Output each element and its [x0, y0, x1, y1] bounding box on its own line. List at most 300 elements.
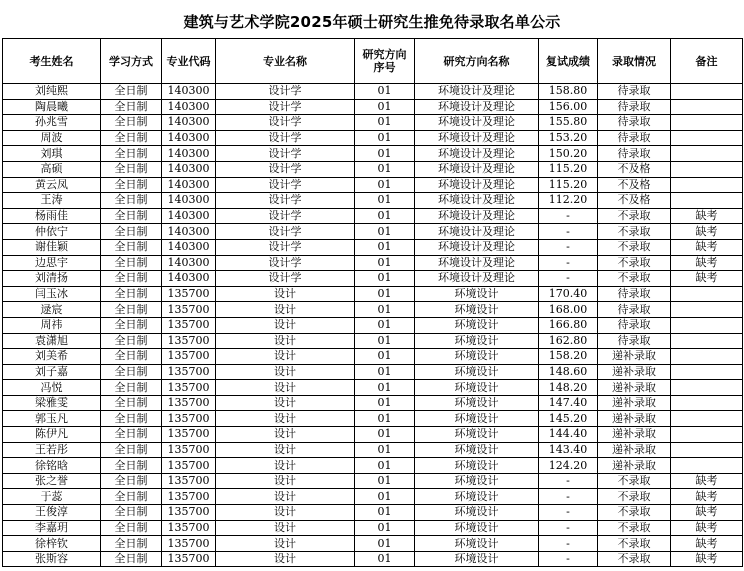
- cell-direction-name: 环境设计: [415, 317, 539, 333]
- cell-name: 郭玉凡: [3, 411, 101, 427]
- table-row: [3, 349, 743, 365]
- cell-retest-score: 153.20: [539, 130, 598, 146]
- table-row: [3, 333, 743, 349]
- cell-retest-score: 168.00: [539, 302, 598, 318]
- cell-admission-status: 待录取: [598, 333, 671, 349]
- cell-study-mode: 全日制: [101, 536, 162, 552]
- cell-admission-status: 不及格: [598, 161, 671, 177]
- table-row: [3, 473, 743, 489]
- cell-remarks: [671, 193, 743, 209]
- cell-retest-score: -: [539, 505, 598, 521]
- cell-direction-name: 环境设计及理论: [415, 161, 539, 177]
- cell-name: 逯宸: [3, 302, 101, 318]
- cell-name: 王若彤: [3, 442, 101, 458]
- table-row: [3, 520, 743, 536]
- cell-remarks: [671, 458, 743, 474]
- cell-admission-status: 待录取: [598, 115, 671, 131]
- cell-retest-score: 148.20: [539, 380, 598, 396]
- cell-name: 黄云凤: [3, 177, 101, 193]
- cell-study-mode: 全日制: [101, 239, 162, 255]
- cell-admission-status: 待录取: [598, 317, 671, 333]
- cell-direction-name: 环境设计: [415, 333, 539, 349]
- cell-study-mode: 全日制: [101, 146, 162, 162]
- cell-retest-score: -: [539, 271, 598, 287]
- cell-remarks: [671, 302, 743, 318]
- cell-direction-no: 01: [355, 489, 415, 505]
- cell-admission-status: 待录取: [598, 286, 671, 302]
- table-row: [3, 255, 743, 271]
- table-body: [3, 84, 743, 567]
- cell-remarks: [671, 380, 743, 396]
- cell-direction-name: 环境设计及理论: [415, 115, 539, 131]
- cell-major-name: 设计: [216, 489, 355, 505]
- cell-remarks: 缺考: [671, 551, 743, 567]
- column-header-remarks: 备注: [671, 39, 743, 84]
- cell-retest-score: 156.00: [539, 99, 598, 115]
- cell-study-mode: 全日制: [101, 161, 162, 177]
- cell-direction-name: 环境设计及理论: [415, 208, 539, 224]
- cell-direction-no: 01: [355, 536, 415, 552]
- cell-direction-name: 环境设计: [415, 395, 539, 411]
- cell-major-name: 设计学: [216, 239, 355, 255]
- cell-name: 周祎: [3, 317, 101, 333]
- cell-major-name: 设计: [216, 473, 355, 489]
- cell-study-mode: 全日制: [101, 505, 162, 521]
- cell-retest-score: 166.80: [539, 317, 598, 333]
- header-row: [3, 39, 743, 84]
- cell-retest-score: 158.80: [539, 84, 598, 100]
- cell-major-code: 135700: [162, 411, 216, 427]
- cell-major-name: 设计: [216, 551, 355, 567]
- cell-direction-no: 01: [355, 193, 415, 209]
- cell-retest-score: -: [539, 473, 598, 489]
- cell-study-mode: 全日制: [101, 380, 162, 396]
- table-row: [3, 177, 743, 193]
- cell-retest-score: -: [539, 536, 598, 552]
- table-row: [3, 208, 743, 224]
- cell-retest-score: 143.40: [539, 442, 598, 458]
- cell-direction-name: 环境设计: [415, 473, 539, 489]
- cell-remarks: [671, 130, 743, 146]
- cell-remarks: 缺考: [671, 271, 743, 287]
- cell-name: 袁潇旭: [3, 333, 101, 349]
- cell-study-mode: 全日制: [101, 473, 162, 489]
- cell-retest-score: 170.40: [539, 286, 598, 302]
- table-row: [3, 364, 743, 380]
- cell-retest-score: -: [539, 224, 598, 240]
- cell-remarks: [671, 146, 743, 162]
- cell-major-code: 135700: [162, 317, 216, 333]
- cell-major-code: 135700: [162, 302, 216, 318]
- cell-direction-no: 01: [355, 427, 415, 443]
- cell-name: 闫玉冰: [3, 286, 101, 302]
- table-row: [3, 286, 743, 302]
- cell-major-code: 140300: [162, 99, 216, 115]
- cell-major-code: 140300: [162, 84, 216, 100]
- cell-study-mode: 全日制: [101, 333, 162, 349]
- cell-direction-name: 环境设计: [415, 302, 539, 318]
- cell-major-code: 140300: [162, 115, 216, 131]
- cell-direction-no: 01: [355, 286, 415, 302]
- cell-retest-score: 115.20: [539, 161, 598, 177]
- cell-major-name: 设计学: [216, 115, 355, 131]
- cell-admission-status: 不录取: [598, 489, 671, 505]
- cell-direction-no: 01: [355, 551, 415, 567]
- cell-retest-score: 150.20: [539, 146, 598, 162]
- cell-name: 张之誉: [3, 473, 101, 489]
- cell-retest-score: -: [539, 255, 598, 271]
- cell-name: 冯悦: [3, 380, 101, 396]
- cell-major-name: 设计: [216, 349, 355, 365]
- cell-major-name: 设计: [216, 286, 355, 302]
- cell-name: 高硕: [3, 161, 101, 177]
- cell-remarks: 缺考: [671, 239, 743, 255]
- cell-direction-no: 01: [355, 239, 415, 255]
- cell-study-mode: 全日制: [101, 130, 162, 146]
- cell-direction-no: 01: [355, 302, 415, 318]
- cell-name: 刘清扬: [3, 271, 101, 287]
- cell-major-code: 135700: [162, 458, 216, 474]
- cell-major-name: 设计: [216, 333, 355, 349]
- cell-major-name: 设计: [216, 411, 355, 427]
- cell-admission-status: 不录取: [598, 473, 671, 489]
- table-row: [3, 271, 743, 287]
- cell-direction-name: 环境设计及理论: [415, 99, 539, 115]
- cell-direction-no: 01: [355, 333, 415, 349]
- cell-major-code: 140300: [162, 177, 216, 193]
- cell-admission-status: 不及格: [598, 177, 671, 193]
- cell-direction-no: 01: [355, 442, 415, 458]
- cell-name: 王涛: [3, 193, 101, 209]
- cell-direction-no: 01: [355, 364, 415, 380]
- column-header-direction-name: 研究方向名称: [415, 39, 539, 84]
- cell-admission-status: 待录取: [598, 302, 671, 318]
- cell-direction-name: 环境设计及理论: [415, 255, 539, 271]
- cell-retest-score: -: [539, 239, 598, 255]
- cell-major-name: 设计学: [216, 193, 355, 209]
- cell-remarks: [671, 84, 743, 100]
- cell-remarks: [671, 364, 743, 380]
- cell-study-mode: 全日制: [101, 317, 162, 333]
- cell-major-code: 135700: [162, 286, 216, 302]
- cell-admission-status: 不录取: [598, 520, 671, 536]
- cell-study-mode: 全日制: [101, 208, 162, 224]
- cell-direction-name: 环境设计: [415, 427, 539, 443]
- table-row: [3, 427, 743, 443]
- cell-retest-score: 144.40: [539, 427, 598, 443]
- cell-admission-status: 待录取: [598, 146, 671, 162]
- cell-direction-no: 01: [355, 380, 415, 396]
- cell-direction-no: 01: [355, 99, 415, 115]
- cell-admission-status: 不录取: [598, 208, 671, 224]
- column-header-line: 序号: [373, 61, 396, 74]
- cell-remarks: 缺考: [671, 489, 743, 505]
- cell-name: 谢佳颖: [3, 239, 101, 255]
- cell-direction-name: 环境设计: [415, 349, 539, 365]
- table-row: [3, 84, 743, 100]
- cell-major-name: 设计: [216, 442, 355, 458]
- cell-admission-status: 递补录取: [598, 442, 671, 458]
- cell-name: 周波: [3, 130, 101, 146]
- cell-direction-name: 环境设计: [415, 286, 539, 302]
- cell-direction-name: 环境设计及理论: [415, 193, 539, 209]
- cell-direction-name: 环境设计: [415, 458, 539, 474]
- cell-major-code: 135700: [162, 551, 216, 567]
- cell-major-name: 设计学: [216, 177, 355, 193]
- cell-name: 刘琪: [3, 146, 101, 162]
- cell-remarks: 缺考: [671, 224, 743, 240]
- cell-admission-status: 待录取: [598, 130, 671, 146]
- table-row: [3, 317, 743, 333]
- table-row: [3, 161, 743, 177]
- cell-major-name: 设计学: [216, 84, 355, 100]
- cell-major-name: 设计学: [216, 99, 355, 115]
- cell-study-mode: 全日制: [101, 395, 162, 411]
- cell-retest-score: 148.60: [539, 364, 598, 380]
- cell-direction-name: 环境设计: [415, 551, 539, 567]
- table-row: [3, 458, 743, 474]
- cell-remarks: [671, 177, 743, 193]
- cell-study-mode: 全日制: [101, 255, 162, 271]
- column-header-name: 考生姓名: [3, 39, 101, 84]
- cell-study-mode: 全日制: [101, 520, 162, 536]
- cell-retest-score: -: [539, 489, 598, 505]
- cell-direction-no: 01: [355, 177, 415, 193]
- cell-major-code: 135700: [162, 333, 216, 349]
- table-row: [3, 130, 743, 146]
- cell-name: 徐铭晗: [3, 458, 101, 474]
- cell-study-mode: 全日制: [101, 193, 162, 209]
- cell-direction-no: 01: [355, 208, 415, 224]
- cell-name: 边思宇: [3, 255, 101, 271]
- cell-study-mode: 全日制: [101, 364, 162, 380]
- cell-study-mode: 全日制: [101, 177, 162, 193]
- table-row: [3, 115, 743, 131]
- column-header-retest-score: 复试成绩: [539, 39, 598, 84]
- cell-major-name: 设计学: [216, 130, 355, 146]
- cell-major-name: 设计学: [216, 161, 355, 177]
- cell-major-code: 140300: [162, 130, 216, 146]
- cell-remarks: [671, 99, 743, 115]
- cell-admission-status: 待录取: [598, 99, 671, 115]
- cell-major-name: 设计: [216, 302, 355, 318]
- cell-retest-score: 162.80: [539, 333, 598, 349]
- cell-remarks: [671, 395, 743, 411]
- cell-direction-no: 01: [355, 255, 415, 271]
- cell-study-mode: 全日制: [101, 458, 162, 474]
- cell-major-code: 140300: [162, 239, 216, 255]
- cell-direction-name: 环境设计及理论: [415, 271, 539, 287]
- cell-remarks: [671, 317, 743, 333]
- table-row: [3, 99, 743, 115]
- cell-study-mode: 全日制: [101, 115, 162, 131]
- cell-admission-status: 递补录取: [598, 364, 671, 380]
- cell-study-mode: 全日制: [101, 489, 162, 505]
- cell-major-code: 135700: [162, 505, 216, 521]
- cell-retest-score: 145.20: [539, 411, 598, 427]
- cell-direction-no: 01: [355, 84, 415, 100]
- cell-direction-name: 环境设计: [415, 411, 539, 427]
- cell-major-name: 设计: [216, 536, 355, 552]
- column-header-major-code: 专业代码: [162, 39, 216, 84]
- cell-direction-no: 01: [355, 146, 415, 162]
- cell-name: 陶晨曦: [3, 99, 101, 115]
- cell-study-mode: 全日制: [101, 442, 162, 458]
- cell-direction-no: 01: [355, 411, 415, 427]
- cell-major-code: 140300: [162, 271, 216, 287]
- table-row: [3, 224, 743, 240]
- table-row: [3, 380, 743, 396]
- cell-major-name: 设计: [216, 380, 355, 396]
- cell-remarks: 缺考: [671, 255, 743, 271]
- cell-direction-name: 环境设计: [415, 442, 539, 458]
- cell-direction-name: 环境设计及理论: [415, 146, 539, 162]
- cell-remarks: [671, 442, 743, 458]
- cell-remarks: [671, 161, 743, 177]
- cell-major-code: 135700: [162, 427, 216, 443]
- cell-direction-no: 01: [355, 130, 415, 146]
- cell-major-code: 135700: [162, 442, 216, 458]
- table-row: [3, 442, 743, 458]
- cell-study-mode: 全日制: [101, 99, 162, 115]
- cell-admission-status: 待录取: [598, 84, 671, 100]
- cell-direction-no: 01: [355, 395, 415, 411]
- cell-direction-no: 01: [355, 520, 415, 536]
- cell-retest-score: 124.20: [539, 458, 598, 474]
- table-row: [3, 395, 743, 411]
- table-row: [3, 193, 743, 209]
- cell-direction-name: 环境设计: [415, 489, 539, 505]
- cell-direction-name: 环境设计: [415, 536, 539, 552]
- cell-study-mode: 全日制: [101, 224, 162, 240]
- cell-direction-no: 01: [355, 317, 415, 333]
- table-row: [3, 536, 743, 552]
- cell-direction-no: 01: [355, 473, 415, 489]
- cell-direction-no: 01: [355, 161, 415, 177]
- table-row: [3, 239, 743, 255]
- cell-major-name: 设计: [216, 520, 355, 536]
- cell-remarks: [671, 411, 743, 427]
- cell-admission-status: 不录取: [598, 505, 671, 521]
- cell-remarks: 缺考: [671, 536, 743, 552]
- cell-name: 杨雨佳: [3, 208, 101, 224]
- cell-major-code: 140300: [162, 193, 216, 209]
- cell-major-name: 设计: [216, 505, 355, 521]
- cell-name: 徐梓钦: [3, 536, 101, 552]
- cell-major-name: 设计学: [216, 208, 355, 224]
- cell-name: 刘纯熙: [3, 84, 101, 100]
- cell-major-code: 135700: [162, 395, 216, 411]
- cell-direction-no: 01: [355, 349, 415, 365]
- cell-study-mode: 全日制: [101, 84, 162, 100]
- cell-major-code: 135700: [162, 380, 216, 396]
- cell-direction-name: 环境设计及理论: [415, 130, 539, 146]
- cell-name: 王俊淳: [3, 505, 101, 521]
- cell-major-code: 135700: [162, 349, 216, 365]
- cell-name: 陈伊凡: [3, 427, 101, 443]
- cell-remarks: [671, 286, 743, 302]
- cell-major-name: 设计: [216, 427, 355, 443]
- cell-direction-name: 环境设计及理论: [415, 224, 539, 240]
- cell-major-code: 140300: [162, 224, 216, 240]
- table-row: [3, 302, 743, 318]
- cell-major-code: 135700: [162, 520, 216, 536]
- cell-admission-status: 不录取: [598, 271, 671, 287]
- cell-admission-status: 不及格: [598, 193, 671, 209]
- cell-retest-score: -: [539, 520, 598, 536]
- table-row: [3, 551, 743, 567]
- cell-admission-status: 递补录取: [598, 427, 671, 443]
- table-row: [3, 489, 743, 505]
- cell-admission-status: 递补录取: [598, 395, 671, 411]
- cell-major-code: 135700: [162, 473, 216, 489]
- cell-remarks: 缺考: [671, 473, 743, 489]
- cell-major-code: 140300: [162, 255, 216, 271]
- column-header-admission-status: 录取情况: [598, 39, 671, 84]
- cell-direction-name: 环境设计及理论: [415, 84, 539, 100]
- cell-study-mode: 全日制: [101, 302, 162, 318]
- cell-study-mode: 全日制: [101, 349, 162, 365]
- cell-admission-status: 不录取: [598, 224, 671, 240]
- cell-major-code: 135700: [162, 536, 216, 552]
- cell-admission-status: 不录取: [598, 551, 671, 567]
- cell-major-code: 135700: [162, 489, 216, 505]
- cell-direction-no: 01: [355, 224, 415, 240]
- cell-retest-score: 115.20: [539, 177, 598, 193]
- cell-remarks: 缺考: [671, 520, 743, 536]
- cell-direction-no: 01: [355, 271, 415, 287]
- cell-direction-name: 环境设计: [415, 505, 539, 521]
- cell-retest-score: -: [539, 551, 598, 567]
- cell-admission-status: 不录取: [598, 536, 671, 552]
- cell-major-name: 设计: [216, 458, 355, 474]
- cell-name: 仲依宁: [3, 224, 101, 240]
- cell-retest-score: -: [539, 208, 598, 224]
- cell-retest-score: 155.80: [539, 115, 598, 131]
- cell-study-mode: 全日制: [101, 551, 162, 567]
- cell-name: 于蕊: [3, 489, 101, 505]
- cell-remarks: 缺考: [671, 505, 743, 521]
- cell-study-mode: 全日制: [101, 411, 162, 427]
- table-row: [3, 146, 743, 162]
- cell-name: 刘美希: [3, 349, 101, 365]
- cell-major-name: 设计: [216, 364, 355, 380]
- cell-study-mode: 全日制: [101, 427, 162, 443]
- cell-retest-score: 112.20: [539, 193, 598, 209]
- cell-admission-status: 递补录取: [598, 411, 671, 427]
- cell-retest-score: 158.20: [539, 349, 598, 365]
- cell-direction-no: 01: [355, 458, 415, 474]
- cell-direction-no: 01: [355, 505, 415, 521]
- cell-name: 刘子嘉: [3, 364, 101, 380]
- cell-direction-name: 环境设计: [415, 380, 539, 396]
- table-row: [3, 505, 743, 521]
- cell-major-name: 设计: [216, 395, 355, 411]
- cell-remarks: [671, 427, 743, 443]
- cell-admission-status: 不录取: [598, 255, 671, 271]
- cell-direction-name: 环境设计: [415, 520, 539, 536]
- cell-remarks: [671, 333, 743, 349]
- column-header-direction-no: [355, 39, 415, 84]
- column-header-line: 研究方向: [362, 48, 407, 61]
- cell-major-name: 设计学: [216, 224, 355, 240]
- cell-major-name: 设计: [216, 317, 355, 333]
- admission-table: [2, 38, 743, 567]
- cell-remarks: [671, 349, 743, 365]
- cell-name: 张斯容: [3, 551, 101, 567]
- cell-name: 孙兆雪: [3, 115, 101, 131]
- cell-admission-status: 不录取: [598, 239, 671, 255]
